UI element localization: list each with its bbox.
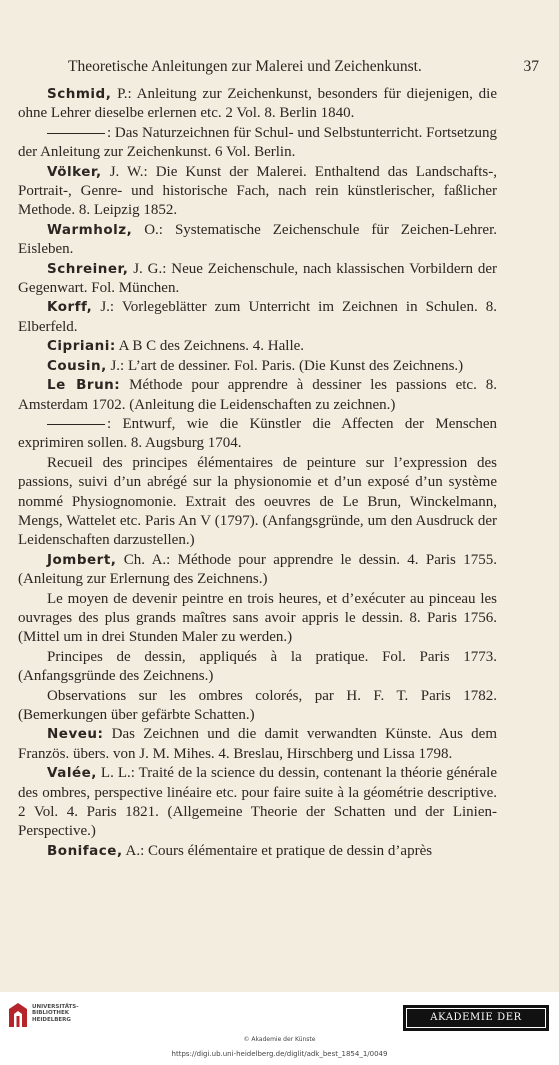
author-name: Neveu:	[47, 726, 104, 743]
bibliography-entry	[18, 376, 497, 415]
bibliography-entry	[18, 551, 497, 590]
entry-text: Das Zeichnen und die damit verwandten Künste. Aus dem Französ. übers. von J. M. Mihes. 4. Breslau, Hirschberg und Lissa 1798.	[18, 726, 497, 762]
bibliography-entry	[18, 124, 497, 163]
author-name: Korff,	[47, 299, 93, 316]
entry-text: A.: Cours élémentaire et pratique de dessin d’après	[122, 842, 433, 859]
entry-text: L. L.: Traité de la science du dessin, contenant la théorie générale des ombres, perspective linéaire etc. pour faire suite à la géométrie descriptive. 2 Vol. 4. Paris 1821. (Allgemeine Theorie der Schatten und der Linien-Perspective.)	[18, 765, 497, 840]
entry-text: O.: Systematische Zeichenschule für Zeichen-Lehrer. Eisleben.	[18, 221, 497, 258]
bibliography-entry	[18, 725, 497, 764]
entry-text: Observations sur les ombres colorés, par H. F. T. Paris 1782. (Bemerkungen über gefärbte Schatten.)	[18, 687, 497, 723]
author-name: Schmid,	[47, 86, 112, 102]
entry-text: P.: Anleitung zur Zeichenkunst, besonders für diejenigen, die ohne Lehrer dieselbe erlernen etc. 2 Vol. 8. Berlin 1840.	[18, 86, 497, 122]
bibliography-entry	[18, 648, 497, 687]
bibliography-entry	[18, 298, 497, 337]
entry-text: Principes de dessin, appliqués à la pratique. Fol. Paris 1773. (Anfangsgründe des Zeichnens.)	[18, 648, 497, 685]
akademie-logo[interactable]: AKADEMIE DER KÜNSTE	[403, 1005, 549, 1031]
author-name: Boniface,	[47, 842, 123, 859]
entry-text: Ch. A.: Méthode pour apprendre le dessin. 4. Paris 1755. (Anleitung zur Erlernung des Zeichnens.)	[18, 551, 497, 588]
page-number: 37	[523, 58, 539, 75]
bibliography-entry	[18, 163, 497, 221]
running-header	[18, 58, 543, 80]
author-name: Valée,	[47, 765, 97, 782]
library-seal-icon	[8, 1002, 28, 1028]
author-name: Cousin,	[47, 357, 107, 374]
entry-text: J. W.: Die Kunst der Malerei. Enthaltend das Landschafts-, Portrait-, Genre- und historische Fach, nach rein künstlerischer, faßlicher Methode. 8. Leipzig 1852.	[18, 163, 497, 219]
author-name: Schreiner,	[47, 260, 129, 277]
bibliography-entry	[18, 337, 497, 356]
author-name: Völker,	[47, 163, 102, 180]
entry-text: J.: Vorlegeblätter zum Unterricht im Zeichnen in Schulen. 8. Elberfeld.	[18, 299, 497, 335]
source-url[interactable]: https://digi.ub.uni-heidelberg.de/diglit/adk_best_1854_1/0049	[171, 1050, 388, 1058]
entry-text: : Entwurf, wie die Künstler die Affecten der Menschen exprimiren sollen. 8. Augsburg 1704.	[18, 415, 497, 452]
ditto-rule	[47, 133, 105, 134]
bibliography-entry	[18, 85, 497, 124]
bibliography-entry	[18, 590, 497, 648]
viewer-footer	[0, 992, 559, 1065]
library-name: UNIVERSITÄTS- BIBLIOTHEK HEIDELBERG	[32, 1004, 79, 1023]
author-name: Cipriani:	[47, 338, 116, 355]
entry-text: Méthode pour apprendre à dessiner les passions etc. 8. Amsterdam 1702. (Anleitung die Leidenschaften zu zeichnen.)	[18, 377, 498, 413]
entry-text: : Das Naturzeichnen für Schul- und Selbstunterricht. Fortsetzung der Anleitung zur Zeichenkunst. 6 Vol. Berlin.	[18, 124, 497, 161]
entry-text: Recueil des principes élémentaires de peinture sur l’expression des passions, suivi d’un abrégé sur la physionomie et d’un exposé d’un système nommé Physiognomonie. Extrait des oeuvres de Le Brun, Winckelmann, Mengs, Wattelet etc. Paris An V (1797). (Anfangsgründe, um den Ausdruck der Leidenschaften darzustellen.)	[18, 454, 497, 549]
bibliography-entry	[18, 260, 497, 299]
author-name: Jombert,	[47, 551, 117, 568]
heidelberg-library-logo[interactable]	[8, 1002, 118, 1032]
author-name: Warmholz,	[47, 221, 133, 238]
bibliography-entry	[18, 415, 497, 454]
copyright-credit: © Akademie der Künste	[243, 1036, 316, 1043]
bibliography-text	[18, 85, 497, 861]
bibliography-entry	[18, 842, 497, 861]
entry-text: J.: L’art de dessiner. Fol. Paris. (Die Kunst des Zeichnens.)	[106, 357, 464, 374]
entry-text: A B C des Zeichnens. 4. Halle.	[115, 338, 305, 355]
running-title: Theoretische Anleitungen zur Malerei und Zeichenkunst.	[68, 58, 422, 75]
entry-text: Le moyen de devenir peintre en trois heures, et d’exécuter au pinceau les ouvrages des plus grands maîtres sans avoir appris le dessin. 8. Paris 1756. (Mittel um in drei Stunden Maler zu werden.)	[18, 590, 497, 646]
entry-text: J. G.: Neue Zeichenschule, nach klassischen Vorbildern der Gegenwart. Fol. München.	[18, 260, 497, 297]
ditto-rule	[47, 424, 105, 425]
bibliography-entry	[18, 687, 497, 726]
bibliography-entry	[18, 357, 497, 376]
bibliography-entry	[18, 454, 497, 551]
bibliography-entry	[18, 221, 497, 260]
bibliography-entry	[18, 764, 497, 842]
author-name: Le Brun:	[47, 377, 121, 394]
